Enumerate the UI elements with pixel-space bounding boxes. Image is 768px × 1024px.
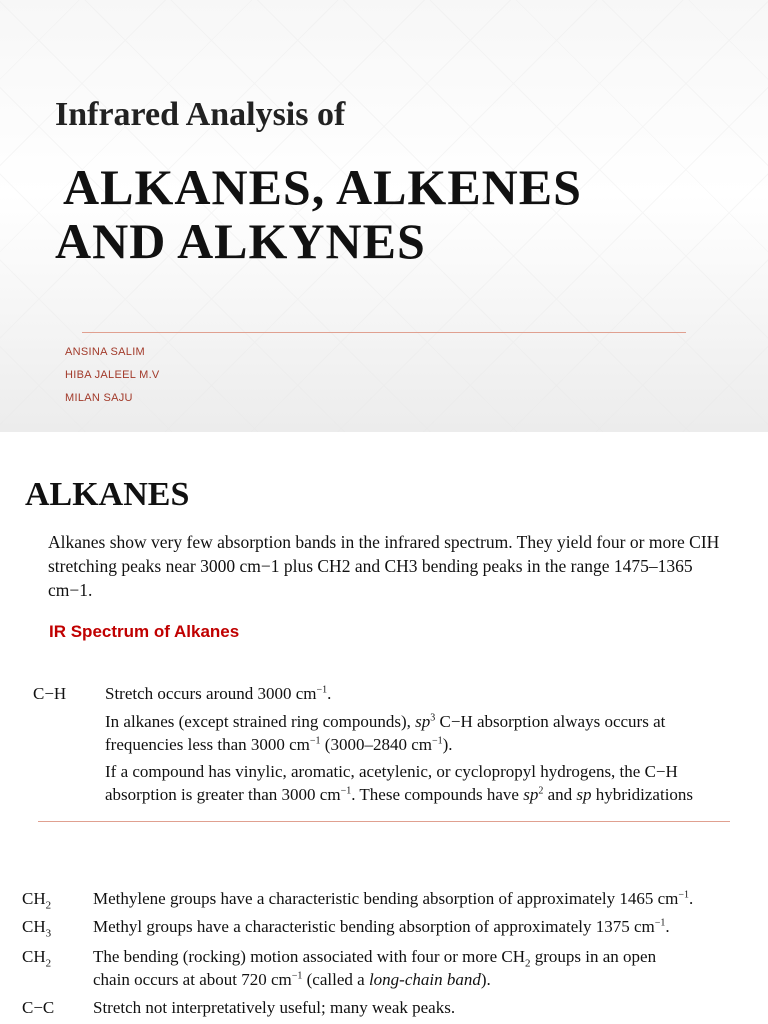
main-title-line2: AND ALKYNES (55, 213, 426, 269)
group-description: The bending (rocking) motion associated with four or more $CH_2$ groups in an open (93, 947, 657, 970)
ch-line: In alkanes (except strained ring compounds), $sp^3$ C−H absorption always occurs at (105, 712, 666, 731)
main-title (55, 160, 735, 268)
author-name: HIBA JALEEL M.V (65, 369, 160, 381)
ch-line: absorption is greater than 3000 $cm^{-1}$. These compounds have $sp^2$ and sp hybridizations (105, 785, 694, 804)
ch-line: If a compound has vinylic, aromatic, acetylenic, or cyclopropyl hydrogens, the C−H (105, 762, 678, 781)
author-name: ANSINA SALIM (65, 346, 146, 358)
author-list (65, 346, 160, 415)
ch-stretch-table (28, 674, 753, 806)
ch-label: C−H (33, 684, 67, 703)
title-slide (0, 0, 768, 432)
main-title-line1: ALKANES, ALKENES (63, 159, 582, 215)
alkanes-slide (0, 432, 768, 869)
ch-line: frequencies less than 3000 $cm^{-1}$ (3000–2840 $cm^{-1}$). (105, 735, 453, 754)
group-description: Stretch not interpretatively useful; many weak peaks. (93, 998, 456, 1017)
divider (82, 332, 686, 333)
group-label: $CH_3$ (22, 917, 52, 940)
intro-paragraph: Alkanes show very few absorption bands in the infrared spectrum. They yield four or more CIH stretching peaks near 3000 cm−1 plus CH2 and CH3 bending peaks in the range 1475–1365 cm−1. (48, 532, 720, 600)
author-name: MILAN SAJU (65, 392, 133, 404)
group-label: $CH_2$ (22, 947, 52, 970)
group-description: Methylene groups have a characteristic bending absorption of approximately 1465 $cm^{-1}$. (93, 889, 694, 908)
group-description: Methyl groups have a characteristic bending absorption of approximately 1375 $cm^{-1}$. (93, 917, 670, 936)
section-title: ALKANES (25, 476, 190, 513)
group-label: C−C (22, 998, 55, 1017)
group-label: $CH_2$ (22, 889, 52, 912)
section-subtitle: IR Spectrum of Alkanes (49, 622, 240, 641)
group-description: chain occurs at about 720 $cm^{-1}$ (called a long-chain band). (93, 970, 491, 989)
divider (38, 821, 730, 822)
ch-line: Stretch occurs around 3000 $cm^{-1}$. (105, 684, 332, 703)
bending-table-slide (0, 869, 768, 1024)
pre-title: Infrared Analysis of (55, 96, 346, 133)
